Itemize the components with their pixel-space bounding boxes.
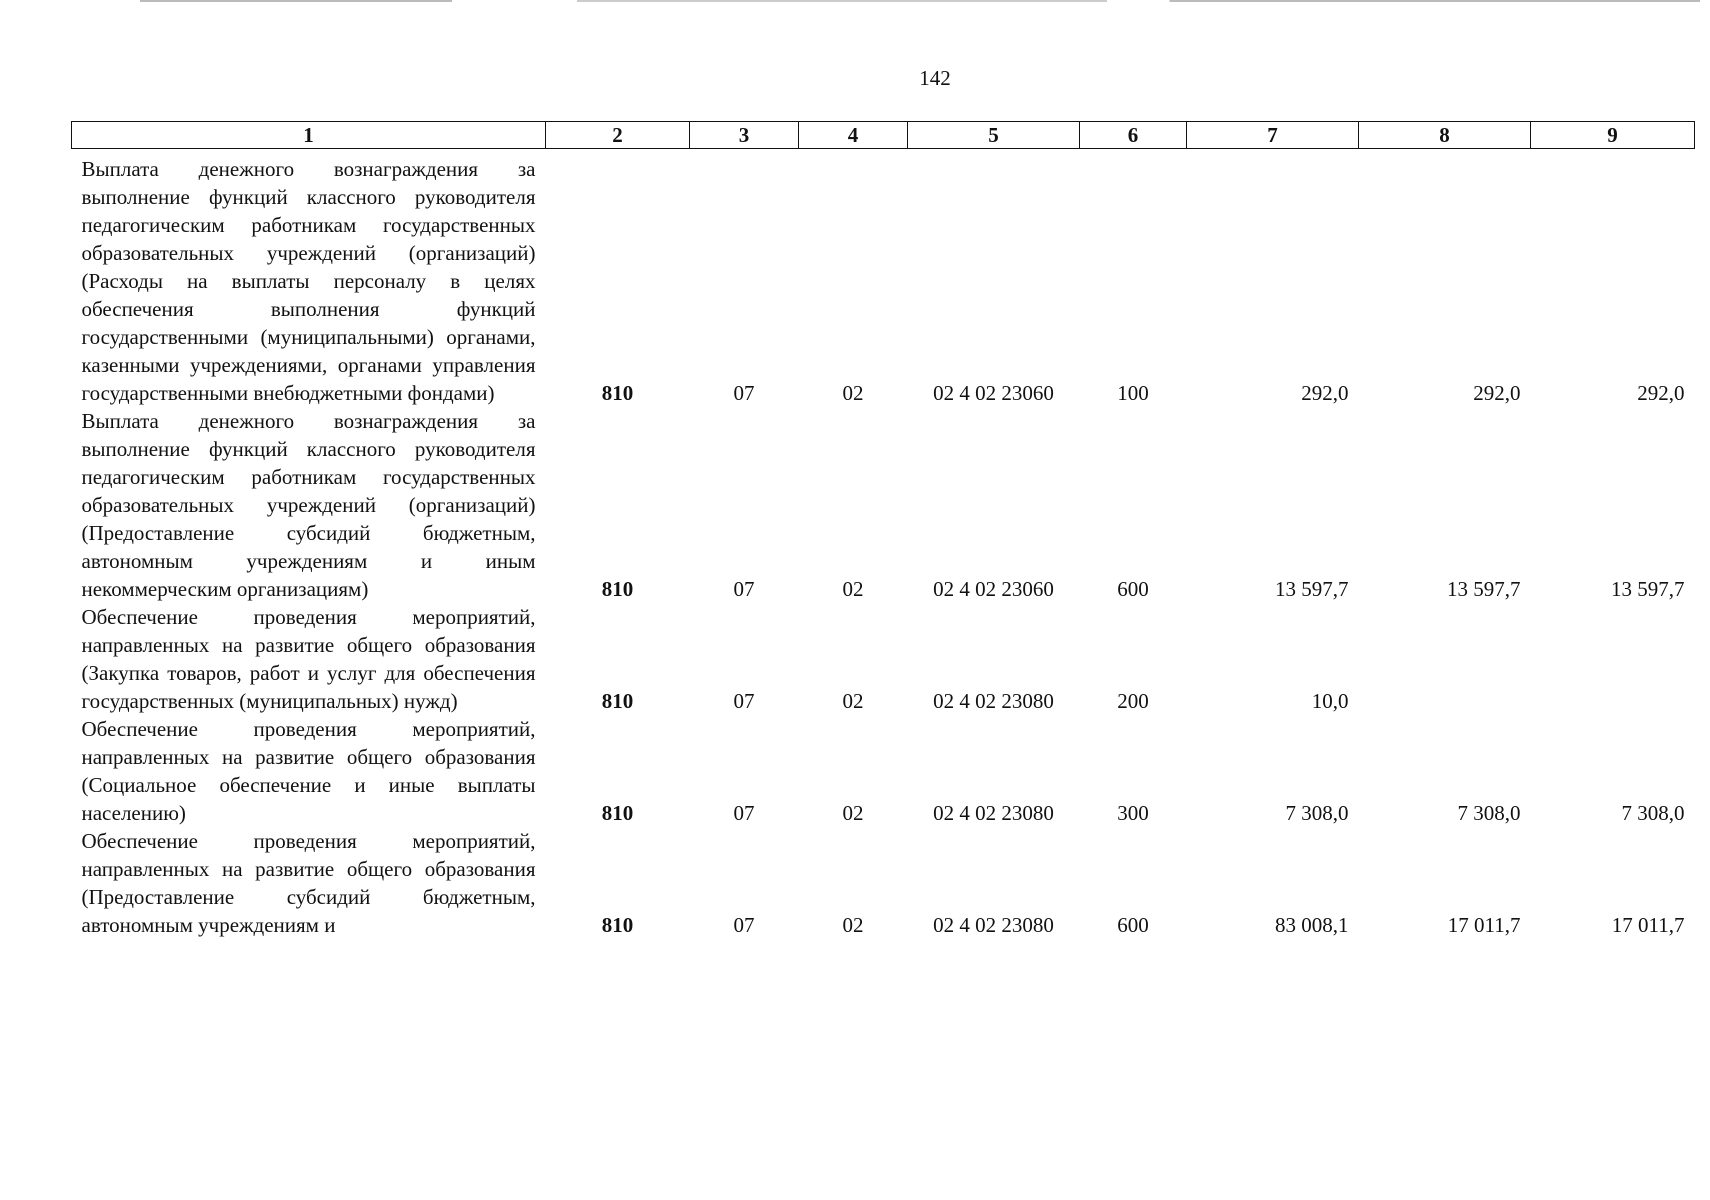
table-header-row [72,122,1695,149]
cell-col-5: 02 4 02 23060 [933,381,1054,405]
cell-col-6: 300 [1117,801,1149,825]
column-header-4: 4 [799,122,908,149]
cell-col-5: 02 4 02 23060 [933,577,1054,601]
cell-col-3: 07 [733,913,755,937]
cell-col-2: 810 [601,577,634,601]
cell-col-8: 17 011,7 [1447,913,1521,937]
row-description: Обеспечение проведения мероприятий, направленных на развитие общего образования (Социальное обеспечение и иные выплаты населению) [81,717,536,825]
cell-col-8: 7 308,0 [1457,801,1521,825]
cell-col-7: 292,0 [1301,381,1349,405]
column-header-2: 2 [546,122,690,149]
cell-col-9: 13 597,7 [1611,577,1685,601]
cell-col-9 [1531,603,1695,715]
cell-col-4: 02 [842,913,864,937]
column-header-5: 5 [908,122,1080,149]
column-header-8: 8 [1359,122,1531,149]
cell-col-3: 07 [733,381,755,405]
cell-col-5: 02 4 02 23080 [933,801,1054,825]
row-description: Выплата денежного вознаграждения за выполнение функций классного руководителя педагогическим работникам государственных образовательных учреждений (организаций) (Расходы на выплаты персоналу в целях обеспечения выполнения функций государственными (муниципальными) органами, казенными учреждениями, органами управления государственными внебюджетными фондами) [81,157,536,405]
cell-col-7: 7 308,0 [1285,801,1349,825]
cell-col-7: 83 008,1 [1275,913,1349,937]
column-header-9: 9 [1531,122,1695,149]
cell-col-2: 810 [601,381,634,405]
scan-top-edge [140,0,1700,2]
cell-col-2: 810 [601,801,634,825]
cell-col-4: 02 [842,801,864,825]
cell-col-6: 600 [1117,913,1149,937]
budget-table [71,121,1695,939]
cell-col-5: 02 4 02 23080 [933,689,1054,713]
cell-col-2: 810 [601,913,634,937]
row-description: Обеспечение проведения мероприятий, направленных на развитие общего образования (Предоставление субсидий бюджетным, автономным учреждениям и [81,829,536,937]
column-header-3: 3 [690,122,799,149]
cell-col-9: 292,0 [1637,381,1685,405]
table-row [72,603,1695,715]
page-number: 142 [919,66,951,90]
cell-col-7: 10,0 [1311,689,1349,713]
row-description: Выплата денежного вознаграждения за выполнение функций классного руководителя педагогическим работникам государственных образовательных учреждений (организаций) (Предоставление субсидий бюджетным, автономным учреждениям и иным некоммерческим организациям) [81,409,536,601]
table-row [72,149,1695,408]
cell-col-3: 07 [733,801,755,825]
cell-col-8 [1359,603,1531,715]
cell-col-4: 02 [842,689,864,713]
cell-col-6: 600 [1117,577,1149,601]
cell-col-5: 02 4 02 23080 [933,913,1054,937]
table-row [72,715,1695,827]
cell-col-6: 200 [1117,689,1149,713]
column-header-6: 6 [1080,122,1187,149]
cell-col-4: 02 [842,381,864,405]
column-header-1: 1 [72,122,546,149]
cell-col-2: 810 [601,689,634,713]
cell-col-9: 7 308,0 [1621,801,1685,825]
cell-col-6: 100 [1117,381,1149,405]
cell-col-3: 07 [733,689,755,713]
column-header-7: 7 [1187,122,1359,149]
table-row [72,407,1695,603]
row-description: Обеспечение проведения мероприятий, направленных на развитие общего образования (Закупка товаров, работ и услуг для обеспечения государственных (муниципальных) нужд) [81,605,536,713]
table-row [72,827,1695,939]
cell-col-3: 07 [733,577,755,601]
cell-col-8: 292,0 [1473,381,1521,405]
cell-col-8: 13 597,7 [1447,577,1521,601]
cell-col-4: 02 [842,577,864,601]
cell-col-7: 13 597,7 [1275,577,1349,601]
cell-col-9: 17 011,7 [1611,913,1685,937]
